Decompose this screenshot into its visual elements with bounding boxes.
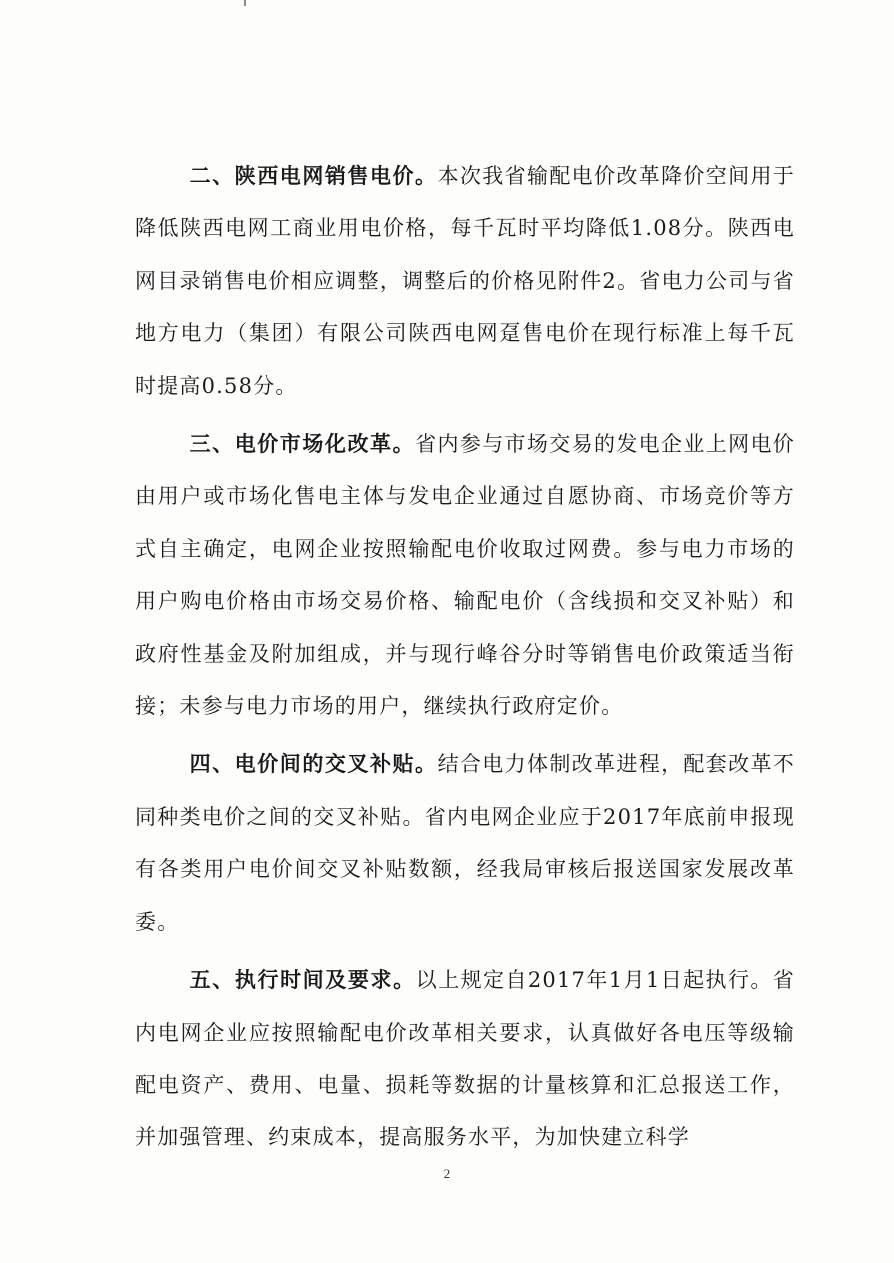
- section-paragraph: [135, 738, 795, 948]
- scan-artifact-mark: [244, 0, 246, 6]
- section-paragraph: [135, 954, 795, 1164]
- section-body: 以上规定自2017年1月1日起执行。省内电网企业应按照输配电价改革相关要求，认真做好各电压等级输配电资产、费用、电量、损耗等数据的计量核算和汇总报送工作，并加强管理、约束成本，提高服务水平，为加快建立科学: [135, 968, 796, 1150]
- section-body: 本次我省输配电价改革降价空间用于降低陕西电网工商业用电价格，每千瓦时平均降低1.08分。陕西电网目录销售电价相应调整，调整后的价格见附件2。省电力公司与省地方电力（集团）有限公司陕西电网趸售电价在现行标准上每千瓦时提高0.58分。: [135, 164, 795, 398]
- document-body: [135, 150, 795, 1164]
- section-paragraph: [135, 418, 795, 732]
- section-body: 结合电力体制改革进程，配套改革不同种类电价之间的交叉补贴。省内电网企业应于2017年底前申报现有各类用户电价间交叉补贴数额，经我局审核后报送国家发展改革委。: [135, 752, 795, 934]
- section-heading: 五、执行时间及要求。: [189, 968, 416, 993]
- section-paragraph: [135, 150, 795, 412]
- page-number: 2: [443, 1166, 451, 1181]
- section-heading: 三、电价市场化改革。: [189, 432, 416, 457]
- section-heading: 二、陕西电网销售电价。: [189, 164, 438, 188]
- section-body: 省内参与市场交易的发电企业上网电价由用户或市场化售电主体与发电企业通过自愿协商、市场竞价等方式自主确定，电网企业按照输配电价收取过网费。参与电力市场的用户购电价格由市场交易价格、输配电价（含线损和交叉补贴）和政府性基金及附加组成，并与现行峰谷分时等销售电价政策适当衔接；未参与电力市场的用户，继续执行政府定价。: [135, 432, 796, 719]
- section-heading: 四、电价间的交叉补贴。: [189, 752, 438, 777]
